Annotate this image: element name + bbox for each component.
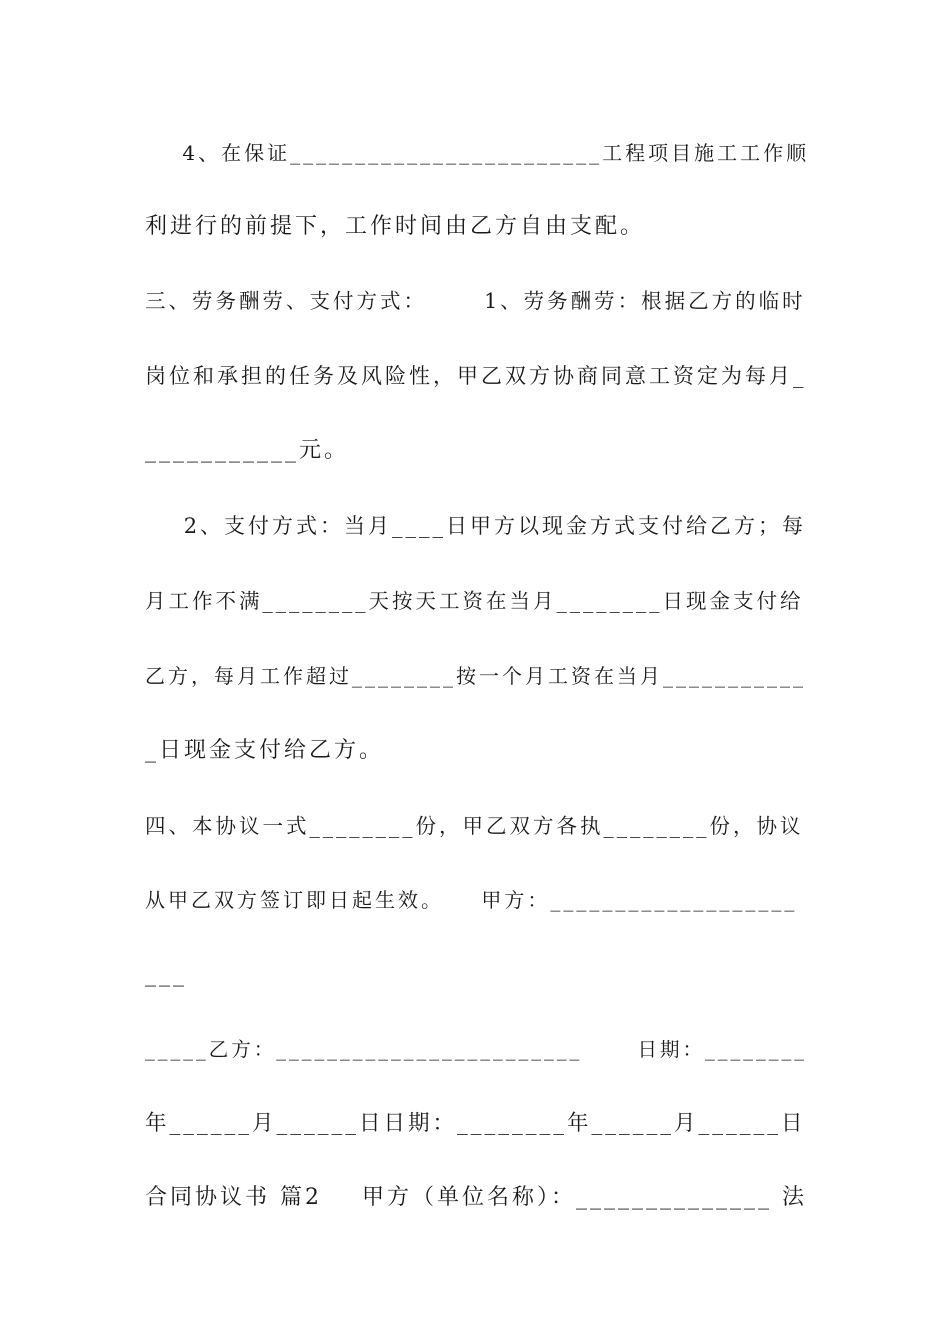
text-line-3: 三、劳务酬劳、支付方式： 1、劳务酬劳：根据乙方的临时 — [145, 289, 806, 313]
text-line-8: 乙方，每月工作超过________按一个月工资在当月___________ — [145, 664, 806, 688]
text-line-10: 四、本协议一式________份，甲乙双方各执________份，协议 — [145, 814, 804, 838]
text-line-12: ___ — [145, 962, 187, 987]
text-line-14: 年______月______日日期：________年______月______日 — [145, 1111, 806, 1136]
text-line-6: 2、支付方式：当月____日甲方以现金方式支付给乙方；每 — [145, 514, 807, 538]
text-line-2: 利进行的前提下，工作时间由乙方自由支配。 — [145, 214, 646, 239]
text-line-9: _日现金支付给乙方。 — [145, 738, 385, 763]
text-line-15: 合同协议书 篇2 甲方（单位名称）：______________ 法 — [145, 1185, 807, 1210]
text-line-11: 从甲乙双方签订即日起生效。 甲方：___________________ — [145, 888, 798, 912]
text-line-7: 月工作不满________天按天工资在当月________日现金支付给 — [145, 589, 804, 613]
text-line-5: ___________元。 — [145, 438, 350, 463]
text-line-13: _____乙方：________________________ 日期：________ — [145, 1038, 807, 1061]
text-line-1: 4、在保证________________________工程项目施工工作顺 — [145, 141, 810, 165]
text-line-4: 岗位和承担的任务及风险性，甲乙双方协商同意工资定为每月_ — [145, 364, 807, 388]
